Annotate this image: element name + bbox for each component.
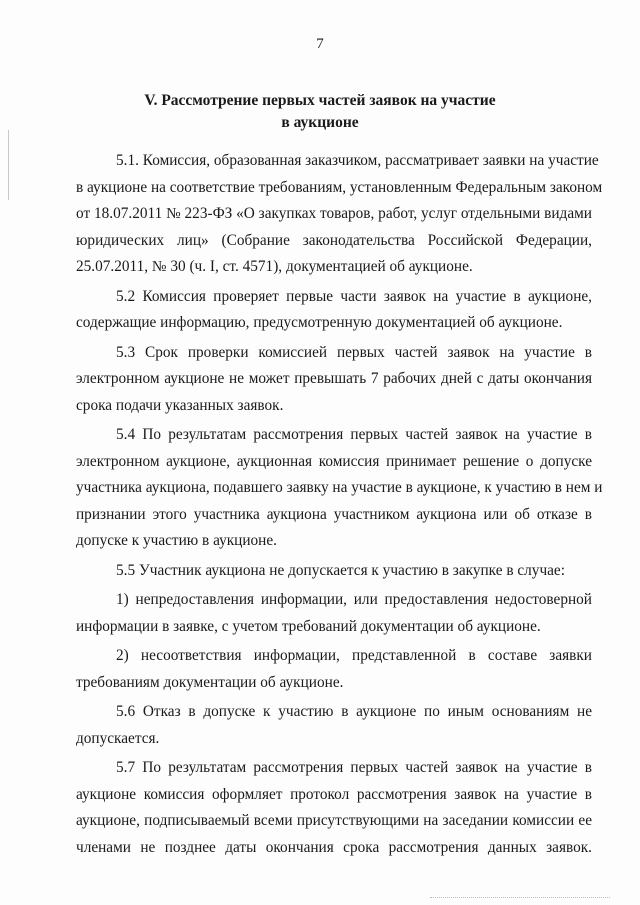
paragraph-1 (76, 148, 603, 281)
paragraph-line: членами не позднее даты окончания срока рассмотрения данных заявок. (76, 838, 592, 856)
paragraph-2 (76, 284, 592, 337)
paragraph-line: срока подачи указанных заявок. (76, 396, 284, 414)
paragraph-line: аукционе комиссия оформляет протокол рассмотрения заявок на участие в (76, 785, 592, 803)
paragraph-line: 5.7 По результатам рассмотрения первых частей заявок на участие в (116, 759, 592, 776)
paragraph-8 (76, 699, 592, 752)
scan-margin-mark (8, 130, 9, 200)
paragraph-line: 5.2 Комиссия проверяет первые части заявок на участие в аукционе, (116, 287, 592, 305)
paragraph-line: юридических лиц» (Собрание законодательства Российской Федерации, (76, 231, 592, 249)
paragraph-line: допускается. (76, 729, 160, 747)
paragraph-line: требованиям документации об аукционе. (76, 673, 344, 691)
paragraph-6 (76, 587, 592, 640)
section-heading-line-2: в аукционе (281, 114, 359, 131)
paragraph-line: 5.1. Комиссия, образованная заказчиком, рассматривает заявки на участие (116, 152, 599, 169)
paragraph-line: 5.5 Участник аукциона не допускается к участию в закупке в случае: (116, 561, 565, 579)
paragraph-5 (76, 558, 592, 585)
scan-bottom-mark (430, 897, 610, 899)
paragraph-line: 5.4 По результатам рассмотрения первых частей заявок на участие в (116, 426, 592, 443)
paragraph-line: 5.6 Отказ в допуске к участию в аукционе по иным основаниям не (116, 703, 592, 720)
paragraph-line: аукционе, подписываемый всеми присутствующими на заседании комиссии ее (76, 812, 592, 829)
paragraph-line: признании этого участника аукциона участником аукциона или об отказе в (76, 505, 592, 523)
paragraph-line: 25.07.2011, № 30 (ч. I, ст. 4571), документацией об аукционе. (76, 258, 473, 275)
paragraph-line: от 18.07.2011 № 223-ФЗ «О закупках товаров, работ, услуг отдельными видами (76, 205, 592, 222)
section-heading-line-1: V. Рассмотрение первых частей заявок на участие (144, 92, 496, 109)
section-heading (100, 90, 540, 134)
paragraph-9 (76, 755, 592, 861)
paragraph-4 (76, 422, 603, 555)
paragraph-line: электронном аукционе не может превышать 7 рабочих дней с даты окончания (76, 370, 592, 387)
paragraph-line: 2) несоответствия информации, представленной в составе заявки (116, 647, 592, 664)
paragraph-line: в аукционе на соответствие требованиям, установленным Федеральным законом (76, 178, 603, 196)
paragraph-line: 5.3 Срок проверки комиссией первых частей заявок на участие в (116, 343, 592, 361)
paragraph-line: участника аукциона, подавшего заявку на участие в аукционе, к участию в нем и (76, 479, 603, 496)
paragraph-3 (76, 340, 592, 420)
paragraph-line: допуске к участию в аукционе. (76, 532, 277, 549)
paragraph-line: информации в заявке, с учетом требований документации об аукционе. (76, 617, 541, 635)
page-number: 7 (316, 36, 324, 52)
paragraph-7 (76, 643, 592, 696)
paragraph-line: электронном аукционе, аукционная комиссия принимает решение о допуске (76, 452, 592, 470)
paragraph-line: содержащие информацию, предусмотренную документацией об аукционе. (76, 314, 563, 331)
document-body (76, 148, 603, 864)
paragraph-line: 1) непредоставления информации, или предоставления недостоверной (116, 591, 592, 608)
